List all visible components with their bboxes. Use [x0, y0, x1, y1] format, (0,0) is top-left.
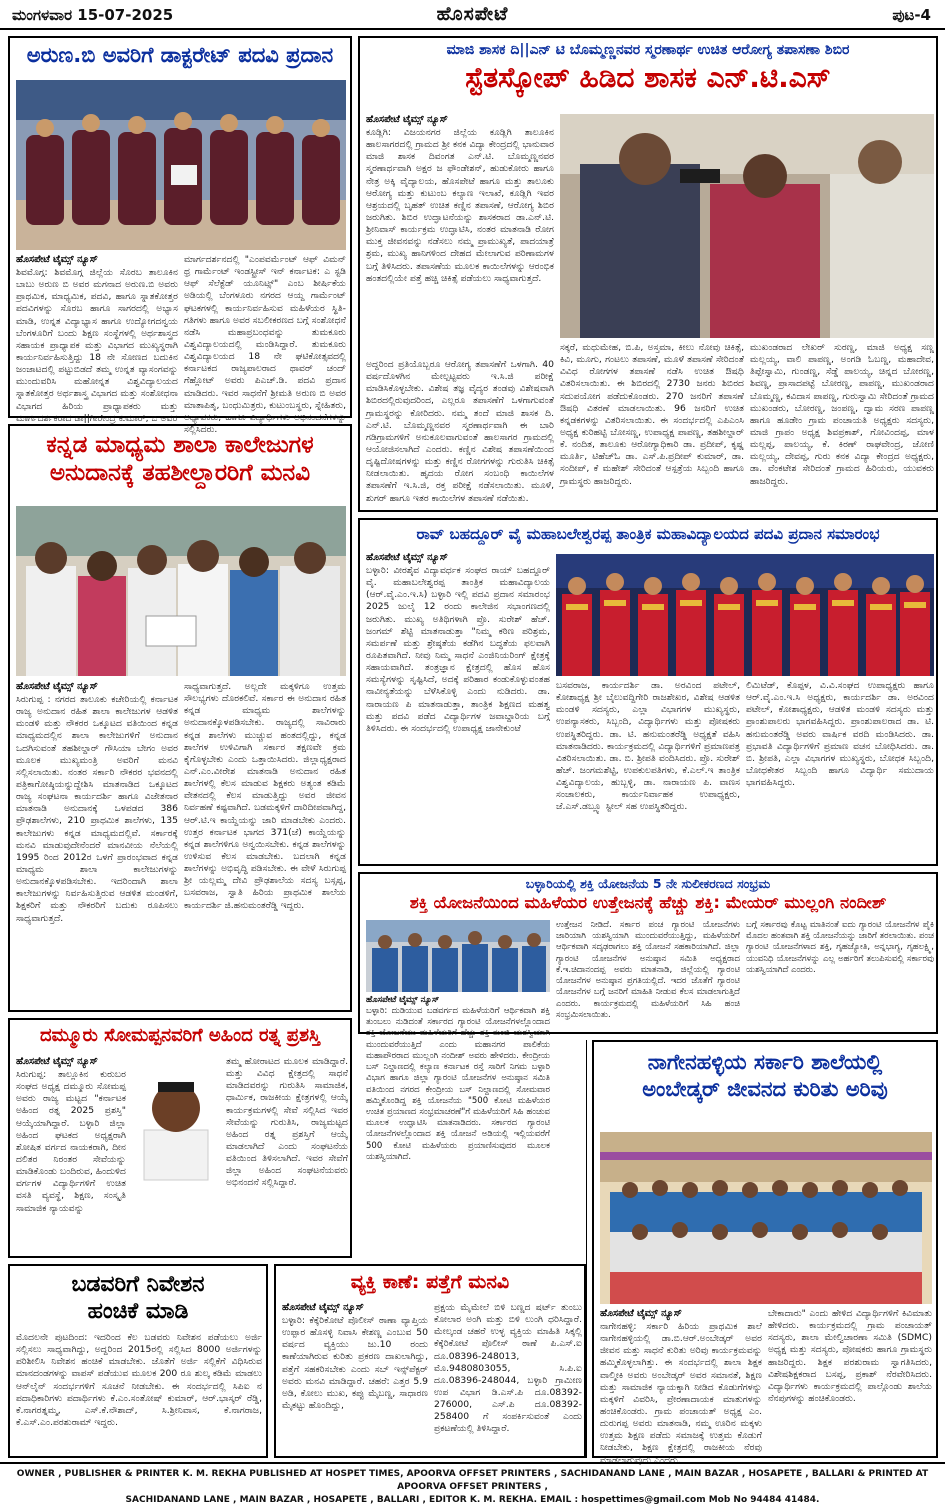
photo-shakti-event	[366, 920, 550, 992]
body-col-3: ಬಗ್ಗೆ ಸರ್ಕಾರವು ಕೊಟ್ಟ ಮಾತಿನಂತೆ ಐದು ಗ್ಯಾರಂಟಿ ಯೋಜನೆಗಳ ಪೈಕಿ ಮೊದಲ ಹಂತವಾಗಿ ಶಕ್ತಿ ಯೋಜನೆಯನ್ನು ಜಾರಿಗೆ ತರಲಾಯಿತು. ಪಂಚ ಗ್ಯಾರಂಟಿ ಯೋಜನೆಗಳಾದ ಶಕ್ತಿ, ಗೃಹಜ್ಯೋತಿ, ಅನ್ನಭಾಗ್ಯ, ಗೃಹಲಕ್ಷ್ಮಿ, ಯುವನಿಧಿ ಯೋಜನೆಗಳನ್ನು ಎಲ್ಲ ಅರ್ಹರಿಗೆ ತಲುಪಿಸುವಲ್ಲಿ ಸರ್ಕಾರವು ಯಶಸ್ವಿಯಾಗಿದೆ ಎಂದರು.	[746, 920, 934, 975]
body-col-3: ಲಿಮಿಟೆಡ್, ಕೊಪ್ಪಳ, ವಿ.ವಿ.ಸಂಘದ ಉಪಾಧ್ಯಕ್ಷರು ಹಾಗೂ ಆರ್.ವೈ.ಎಂ.ಇ.ಸಿ ಅಧ್ಯಕ್ಷರು, ಕಾರ್ಯದರ್ಶಿ ಡಾ. ಅರವಿಂದ ಪಟೇಲ್, ಕೋಶಾಧ್ಯಕ್ಷರು, ಆಡಳಿತ ಮಂಡಳಿ ಸದಸ್ಯರು ಮತ್ತು ಪ್ರಾಂಶುಪಾಲರು ಭಾಗವಹಿಸಿದ್ದರು. ಪ್ರಾಂಶುಪಾಲರಾದ ಡಾ. ಟಿ. ಹನುಮಂತರೆಡ್ಡಿ ಅವರು ವಾರ್ಷಿಕ ವರದಿ ಮಂಡಿಸಿದರು. ಡಾ. ಪ್ರಭಾವತಿ ವಿದ್ಯಾರ್ಥಿಗಳಿಗೆ ಪ್ರಮಾಣ ವಚನ ಬೋಧಿಸಿದರು. ಡಾ. ಬಿ. ಶ್ರೀಪತಿ, ಎಲ್ಲಾ ವಿಭಾಗಗಳ ಮುಖ್ಯಸ್ಥರು, ಬೋಧಕ ಸಿಬ್ಬಂದಿ, ಬೋಧಕೇತರ ಸಿಬ್ಬಂದಿ ಹಾಗೂ ವಿದ್ಯಾರ್ಥಿ ಸಮುದಾಯ ಭಾಗವಹಿಸಿದ್ದರು.	[746, 680, 934, 789]
byline: ಹೊಸಪೇಟೆ ಟೈಮ್ಸ್ ನ್ಯೂಸ್	[282, 1302, 364, 1313]
article-ahinda	[8, 1018, 352, 1258]
body-col-1: ನಾಗೇನಹಳ್ಳಿ: ಸರ್ಕಾರಿ ಹಿರಿಯ ಪ್ರಾಥಮಿಕ ಶಾಲೆ ನಾಗೇನಹಳ್ಳಿಯಲ್ಲಿ ಡಾ.ಬಿ.ಆರ್.ಅಂಬೇಡ್ಕರ್ ಅವರ ಜೀವನ ಮತ್ತು ಸಾಧನೆ ಕುರಿತು ಅರಿವು ಕಾರ್ಯಕ್ರಮವನ್ನು ಹಮ್ಮಿಕೊಳ್ಳಲಾಗಿತ್ತು. ಈ ಸಂದರ್ಭದಲ್ಲಿ ಶಾಲಾ ಶಿಕ್ಷಕ ವಾಲ್ಮೀಕಿ ಅವರು ಅಂಬೇಡ್ಕರ್ ಅವರ ಸಮಾನತೆ, ಶಿಕ್ಷಣ ಮತ್ತು ಸಾಮಾಜಿಕ ನ್ಯಾಯಕ್ಕಾಗಿ ನೀಡಿದ ಕೊಡುಗೆಗಳನ್ನು ಮಕ್ಕಳಿಗೆ ವಿವರಿಸಿ, ಪ್ರೇರಣಾದಾಯಕ ಮಾತುಗಳನ್ನು ಹಂಚಿಕೊಂಡರು. ಗ್ರಾಮ ಪಂಚಾಯತ್ ಅಧ್ಯಕ್ಷ ಎಂ. ದುರುಗಪ್ಪ ಅವರು ಮಾತನಾಡಿ, ನಮ್ಮ ಊರಿನ ಮಕ್ಕಳು ಉತ್ತಮ ಶಿಕ್ಷಣ ಪಡೆದು ಸಮಾಜಕ್ಕೆ ಉತ್ತಮ ಕೊಡುಗೆ ನೀಡಬೇಕು, ಶಿಕ್ಷಣ ಕ್ಷೇತ್ರದಲ್ಲಿ ರಾಜಕೀಯ ನೆರವು ಮಾಡಲಾಗುವುದು ಎಂದರು.	[600, 1321, 762, 1466]
article-kannada-schools	[8, 424, 352, 1012]
masthead: ಹೊಸಪೇಟೆ	[436, 3, 509, 25]
imprint-line-1: OWNER , PUBLISHER & PRINTER K. M. REKHA PUBLISHED AT HOSPET TIMES, APOORVA OFFSET PRINTERS , SACHIDANAND LANE , MAIN BAZAR , HOSAPETE , BALLARI & PRINTED AT APOORVA OFFSET PRINTERS ,	[16, 1469, 929, 1493]
photo-eye-check	[560, 114, 934, 338]
body-col-1-top: ಕೂಡ್ಲಿಗಿ: ವಿಜಯನಗರ ಜಿಲ್ಲೆಯ ಕೂಡ್ಲಿಗಿ ತಾಲೂಕಿನ ಹಾಲಸಾಗರದಲ್ಲಿ ಗ್ರಾಮದ ಶ್ರೀ ಕನಕ ವಿದ್ಯಾ ಕೇಂದ್ರದಲ್ಲಿ ಭಾನುವಾರ ಮಾಜಿ ಶಾಸಕ ದಿವಂಗತ ಎನ್.ಟಿ. ಬೊಮ್ಮಣ್ಣನವರ ಸ್ಮರಣಾರ್ಥವಾಗಿ ಅಕ್ಷರ ಜ ಫೌಂಡೇಶನ್, ಹುಡುಕೋರು ಹಾಗೂ ನೇತ್ರ ಅಕ್ಕಿ ವೈದ್ಯಾಲಯ, ಹೊಸಪೇಟೆ ಹಾಗೂ ಮತ್ತು ತಾಲೂಕು ಆರೋಗ್ಯ ಮತ್ತು ಕುಟುಂಬ ಕಲ್ಯಾಣ ಇಲಾಖೆ, ಕೂಡ್ಲಿಗಿ ಇವರ ಆಶ್ರಯದಲ್ಲಿ ಬೃಹತ್ ಉಚಿತ ಕಣ್ಣಿನ ತಪಾಸಣೆ, ಆರೋಗ್ಯ ಶಿಬಿರ ಜರುಗಿತು. ಶಿಬಿರ ಉದ್ಘಾಟನೆಯನ್ನು ಶಾಸಕರಾದ ಡಾ.ಎನ್.ಟಿ. ಶ್ರೀನಿವಾಸ್ ಕಾರ್ಯಕ್ರಮ ಉದ್ಘಾಟಿಸಿ, ನಂತರ ಮಾತನಾಡಿ ರೋಗ ಮುಕ್ತ ಜೀವನವನ್ನು ನಡೆಸಲು ನಮ್ಮ ಪ್ರಾಮುಖ್ಯತೆ, ಪಾದಯಾತ್ರೆ ಶ್ರಮ, ಮುಖ್ಯ ಹಾನಿಗಳಿಂದ ದೇಹದ ಮೇಲಾಗುವ ಪರಿಣಾಮಗಳ ಬಗ್ಗೆ ತಿಳಿಸಿದರು. ತಪಾಸಣೆಯ ಮೂಲಕ ಕಾಯಿಲೆಗಳನ್ನು ಆರಂಭಿಕ ಹಂತದಲ್ಲಿಯೇ ಪತ್ತೆ ಹಚ್ಚಿ ಚಿಕಿತ್ಸೆ ಪಡೆಯಲು ಸಾಧ್ಯವಾಗುತ್ತದೆ.	[366, 127, 554, 284]
byline: ಹೊಸಪೇಟೆ ಟೈಮ್ಸ್ ನ್ಯೂಸ್	[16, 254, 98, 265]
article-doctorate	[8, 36, 352, 435]
photo-graduation	[556, 554, 934, 676]
byline: ಹೊಸಪೇಟೆ ಟೈಮ್ಸ್ ನ್ಯೂಸ್	[16, 1056, 98, 1067]
photo-somappa	[132, 1060, 220, 1180]
photo-convocation	[16, 80, 346, 250]
headline-line-2: ಅನುದಾನಕ್ಕೆ ತಹಶೀಲ್ದಾರರಿಗೆ ಮನವಿ	[49, 460, 311, 487]
body-col-1: ಶಿವಮೊಗ್ಗ: ಶಿವಮೊಗ್ಗ ಜಿಲ್ಲೆಯ ಸೊರಬ ತಾಲೂಕಿನ ಬಾಬು ಅರುಣ ಬಿ ಅವರ ಮಗನಾದ ಅರುಣ.ಬಿ ಅವರು ಪ್ರಾಥಮಿಕ, ಮಾಧ್ಯಮಿಕ, ಪದವಿ, ಹಾಗೂ ಸ್ನಾತಕೋತ್ತರ ಪದವಿಗಳನ್ನು ಸೊರಬ ಹಾಗೂ ಸಾಗರದಲ್ಲಿ ಅಭ್ಯಾಸ ಮಾಡಿ, ಉನ್ನತ ವಿದ್ಯಾಭ್ಯಾಸ ಹಾಗೂ ಉದ್ಯೋಗದನ್ವಯ ಬೆಂಗಳೂರಿಗೆ ಬಂದು ಶಿಕ್ಷಣ ಸಂಸ್ಥೆಗಳಲ್ಲಿ ಅರ್ಥಶಾಸ್ತ್ರದ ಸಹಾಯಕ ಪ್ರಾಧ್ಯಾಪಕ ಮತ್ತು ವಿಭಾಗದ ಮುಖ್ಯಸ್ಥರಾಗಿ ಕಾರ್ಯನಿರ್ವಹಿಸುತ್ತಿದ್ದು 18 ನೇ ಸೋಣದ ಬದುಕಿನ ಜಂಜಾಟದಲ್ಲಿ ಪಟ್ಟುಬಿಡದೆ ತಮ್ಮ ಉನ್ನತ ವ್ಯಾಸಂಗವನ್ನು ಮುಂದುವರಿಸಿ ಮಹೋನ್ನತ ವಿಶ್ವವಿದ್ಯಾಲಯದ ಸ್ನಾತಕೋತ್ತರ ಅರ್ಥಶಾಸ್ತ್ರ ವಿಭಾಗದ ಮತ್ತು ಸಂಶೋಧನಾ ವಿಭಾಗದ ಹಿರಿಯ ಪ್ರಾಧ್ಯಾಪಕರು ಮತ್ತು ಮಾರ್ಗದರ್ಶಕರಾದ ಡಾ||ಗೀರೇಂದ್ರ ಕುಮಾರ್, ಬಿ ಅವರ	[16, 267, 178, 424]
imprint-footer	[0, 1462, 945, 1504]
body-col-1: ಬಳ್ಳಾರಿ: ದುಡಿಯುವ ಬಡವರ್ಗದ ಮಹಿಳೆಯರಿಗೆ ಆರ್ಥಿಕವಾಗಿ ಶಕ್ತಿ ತುಂಬಲು ನುಡಿದಂತೆ ಸರ್ಕಾರದ ಗ್ಯಾರಂಟಿ ಯೋಜನೆಗಳಲ್ಲೊಂದಾದ ಶಕ್ತಿ ಯೋಜನೆಯು ಮಹಿಳೆಯರಿಗೆ ಹೆಚ್ಚು ಶಕ್ತಿ ತುಂಬಿ ಯಶಸ್ವಿಯಾಗಿ ಮುಂದುವರೆಯುತ್ತಿದೆ ಎಂದು ಮಹಾನಗರ ಪಾಲಿಕೆಯ ಮಹಾಪೌರರಾದ ಮುಲ್ಲಂಗಿ ನಂದೀಶ್ ಅವರು ಹೇಳಿದರು. ಕೇಂದ್ರೀಯ ಬಸ್ ನಿಲ್ದಾಣದಲ್ಲಿ ಕಲ್ಯಾಣ ಕರ್ನಾಟಕ ರಸ್ತೆ ಸಾರಿಗೆ ನಿಗಮ ಬಳ್ಳಾರಿ ವಿಭಾಗ ಹಾಗೂ ಜಿಲ್ಲಾ ಗ್ಯಾರಂಟಿ ಯೋಜನೆಗಳ ಅನುಷ್ಠಾನ ಸಮಿತಿ ವತಿಯಿಂದ ನಗರದ ಕೇಂದ್ರೀಯ ಬಸ್ ನಿಲ್ದಾಣದಲ್ಲಿ ಸೋಮವಾರ ಹಮ್ಮಿಕೊಂಡಿದ್ದ ಶಕ್ತಿ ಯೋಜನೆಯ "500 ಕೋಟಿ ಮಹಿಳೆಯರ ಉಚಿತ ಪ್ರಯಾಣದ ಸಂಭ್ರಮಾಚರಣೆ"ಗೆ ಮಹಿಳೆಯರಿಗೆ ಸಿಹಿ ಹಂಚುವ ಮೂಲಕ ಉದ್ಘಾಟಿಸಿ ಮಾತನಾಡಿದರು. ಸರ್ಕಾರದ ಗ್ಯಾರಂಟಿ ಯೋಜನೆಗಳಲ್ಲೊಂದಾದ ಶಕ್ತಿ ಯೋಜನೆ ಅಡಿಯಲ್ಲಿ ಇಲ್ಲಿಯವರೆಗೆ 500 ಕೋಟಿ ಮಹಿಳೆಯರು ಪ್ರಯಾಣಿಸುವುದರ ಮೂಲಕ ಯಶಸ್ವಿಯಾಗಿದೆ.	[366, 1006, 550, 1162]
headline: ದಮ್ಮೂರು ಸೋಮಪ್ಪನವರಿಗೆ ಅಹಿಂದ ರತ್ನ ಪ್ರಶಸ್ತಿ	[39, 1025, 321, 1046]
headline-line-2: ಹಂಚಿಕೆ ಮಾಡಿ	[87, 1299, 189, 1325]
body-col-2: ಬೇಕಾದಾರು" ಎಂದು ಹೇಳಿದ ವಿದ್ಯಾರ್ಥಿಗಳಿಗೆ ಕಿವಿಮಾತು ಹೇಳಿದರು. ಕಾರ್ಯಕ್ರಮದಲ್ಲಿ ಗ್ರಾಮ ಪಂಚಾಯತ್ ಸದಸ್ಯರು, ಶಾಲಾ ಮೇಲ್ವಿಚಾರಣಾ ಸಮಿತಿ (SDMC) ಅಧ್ಯಕ್ಷ ಮತ್ತು ಸದಸ್ಯರು, ಪೋಷಕರು ಹಾಗೂ ಗ್ರಾಮಸ್ಥರು ಹಾಜರಿದ್ದರು. ಶಿಕ್ಷಕ ಪರಶುರಾಮ ಸ್ವಾಗತಿಸಿದರು, ವಿಶೇಷಶಿಕ್ಷಕರಾದ ಬಸಪ್ಪ, ಪ್ರಕಾಶ್ ನೆರವೇರಿಸಿದರು. ವಿದ್ಯಾರ್ಥಿಗಳು ಕಾರ್ಯಕ್ರಮದಲ್ಲಿ ಪಾಲ್ಗೊಂಡು ಶಾಲೆಯ ನೆನಪುಗಳನ್ನು ಹಂಚಿಕೊಂಡರು.	[768, 1308, 932, 1404]
kicker: ಬಳ್ಳಾರಿಯಲ್ಲಿ ಶಕ್ತಿ ಯೋಜನೆಯ 5 ನೇ ಸುಲೀಕರಣದ ಸಂಭ್ರಮ	[525, 876, 771, 891]
headline-line-2: ಅಂಬೇಡ್ಕರ್ ಜೀವನದ ಕುರಿತು ಅರಿವು	[642, 1077, 888, 1102]
body-col-2: ಸಾಧ್ಯವಾಗುತ್ತದೆ. ಅಲ್ಲದೇ ಮಕ್ಕಳಿಗೂ ಉತ್ತಮ ಸೌಲಭ್ಯಗಳು ದೊರಕಲಿವೆ. ಸರ್ಕಾರ ಈ ಅನುದಾನ ರಹಿತ ಕನ್ನಡ ಮಾಧ್ಯಮ ಶಾಲೆಗಳನ್ನು ಅನುದಾನಕ್ಕೊಳಪಡಿಸಬೇಕು. ರಾಜ್ಯದಲ್ಲಿ ಸಾವಿರಾರು ಕನ್ನಡ ಶಾಲೆಗಳು ಮುಚ್ಚುವ ಹಂತದಲ್ಲಿದ್ದು, ಕನ್ನಡ ಶಾಲೆಗಳ ಉಳಿವಿಗಾಗಿ ಸರ್ಕಾರ ತಕ್ಷಣವೇ ಕ್ರಮ ಕೈಗೊಳ್ಳಬೇಕು ಎಂದು ಒತ್ತಾಯಿಸಿದರು. ಜಿಲ್ಲಾಧ್ಯಕ್ಷರಾದ ಎನ್.ಎಂ.ವೀರೇಶ ಮಾತನಾಡಿ ಅನುದಾನ ರಹಿತ ಶಾಲೆಗಳಲ್ಲಿ ಕೆಲಸ ಮಾಡುವ ಶಿಕ್ಷಕರು ಅತ್ಯಂತ ಕಡಿಮೆ ವೇತನದಲ್ಲಿ ಕೆಲಸ ಮಾಡುತ್ತಿದ್ದು ಅವರ ಜೀವನ ನಿರ್ವಹಣೆ ಕಷ್ಟವಾಗಿದೆ. ಬಡಮಕ್ಕಳಿಗೆ ದಾರಿದೀಪವಾಗಿದ್ದ, ಆರ್.ಟಿ.ಇ ಕಾಯ್ದೆಯನ್ನು ಜಾರಿ ಮಾಡಬೇಕು ಎಂದರು. ಉತ್ತರ ಕರ್ನಾಟಕ ಭಾಗದ 371(ಜೆ) ಕಾಯ್ದೆಯನ್ನು ಕನ್ನಡ ಶಾಲೆಗಳಿಗೂ ಅನ್ವಯಿಸಬೇಕು. ಕನ್ನಡ ಶಾಲೆಗಳನ್ನು ಉಳಿಸುವ ಕೆಲಸ ಮಾಡಬೇಕು. ಬದಲಾಗಿ ಕನ್ನಡ ಶಾಲೆಗಳನ್ನು ಅಭಿವೃದ್ಧಿ ಪಡಿಸಬೇಕು. ಈ ವೇಳೆ ಸಿರುಗುಪ್ಪ ಶ್ರೀ ಯಲ್ಲಮ್ಮ ದೇವಿ ಪ್ರೌಢಶಾಲೆಯ ಸದಸ್ಯ ಬಸ್ಸಪ್ಪ, ಬಸವರಾಜ, ಸ್ವಾತಿ ಹಿರಿಯ ಪ್ರಾಥಮಿಕ ಶಾಲೆಯ ಕಾರ್ಯದರ್ಶಿ ಜಿ.ಹನುಮಂತರೆಡ್ಡಿ ಇದ್ದರು.	[184, 681, 346, 911]
column-divider	[586, 1040, 587, 1458]
body-col-2: ಉತ್ತೇಜನ ನೀಡಿದೆ. ಸರ್ಕಾರ ಪಂಚ ಗ್ಯಾರಂಟಿ ಯೋಜನೆಗಳು ಜಾರಿಯಾಗಿ ಯಶಸ್ವಿಯಾಗಿ ಮುಂದುವರೆಯುತ್ತಿದ್ದು, ಮಹಿಳೆಯರಿಗೆ ಆರ್ಥಿಕವಾಗಿ ಸದೃಢರಾಗಲು ಶಕ್ತಿ ಯೋಜನೆ ಸಹಕಾರಿಯಾಗಿದೆ. ಜಿಲ್ಲಾ ಗ್ಯಾರಂಟಿ ಯೋಜನೆಗಳ ಅನುಷ್ಠಾನ ಸಮಿತಿ ಅಧ್ಯಕ್ಷರಾದ ಕೆ.ಇ.ಚಿದಾನಂದಪ್ಪ ಅವರು ಮಾತನಾಡಿ, ಜಿಲ್ಲೆಯಲ್ಲಿ ಗ್ಯಾರಂಟಿ ಯೋಜನೆಗಳ ಅನುಷ್ಠಾನ ಪ್ರಗತಿಯಲ್ಲಿದೆ. ಇದರ ಜೊತೆಗೆ ಗ್ಯಾರಂಟಿ ಯೋಜನೆಗಳ ಬಗ್ಗೆ ಜನರಿಗೆ ಮಾಹಿತಿ ನೀಡುವ ಕೆಲಸ ಮಾಡಲಾಗುತ್ತಿದೆ ಎಂದರು. ಕಾರ್ಯಕ್ರಮದಲ್ಲಿ ಮಹಿಳೆಯರಿಗೆ ಸಿಹಿ ಹಂಚಿ ಸಂಭ್ರಮಿಸಲಾಯಿತು.	[556, 920, 740, 1020]
issue-date: ಮಂಗಳವಾರ 15-07-2025	[12, 6, 174, 24]
headline-line-1: ಬಡವರಿಗೆ ನಿವೇಶನ	[71, 1272, 205, 1297]
body-col-2: ಮಾರ್ಗದರ್ಶನದಲ್ಲಿ "ಎಂಪವರ್ಮೆಂಟ್ ಆಫ್ ವಿಮನ್ ಥ್ರ ಗಾರ್ಮೆಂಟ್ ಇಂಡಸ್ಟ್ರೀಸ್ ಇನ್ ಕರ್ನಾಟಕ: ಎ ಸ್ಟಡಿ ಆಫ್ ಸೆಲೆಕ್ಟೆಡ್ ಯೂನಿಟ್ಸ್" ಎಂಬ ಶೀರ್ಷಿಕೆಯ ಅಡಿಯಲ್ಲಿ ಬೆಂಗಳೂರು ನಗರದ ಆಯ್ದ ಗಾರ್ಮೆಂಟ್ ಘಟಕಗಳಲ್ಲಿ ಕಾರ್ಯನಿರ್ವಹಿಸುವ ಮಹಿಳೆಯರ ಸ್ಥಿತಿ-ಗತಿಗಳು ಹಾಗೂ ಅವರ ಸಬಲೀಕರಣದ ಬಗ್ಗೆ ಸಂಶೋಧನೆ ನಡೆಸಿ ಮಹಾಪ್ರಬಂಧವನ್ನು ತುಮಕೂರು ವಿಶ್ವವಿದ್ಯಾಲಯದಲ್ಲಿ ಮಂಡಿಸಿದ್ದಾರೆ. ತುಮಕೂರು ವಿಶ್ವವಿದ್ಯಾಲಯದ 18 ನೇ ಘಟಿಕೋತ್ಸವದಲ್ಲಿ ಕರ್ನಾಟಕದ ರಾಜ್ಯಪಾಲರಾದ ಥಾವರ್ ಚಂದ್ ಗೆಹ್ಲೋಟ್ ಅವರು ಪಿಎಚ್.ಡಿ. ಪದವಿ ಪ್ರದಾನ ಮಾಡಿದರು. ಇವರ ಸಾಧನೆಗೆ ಶ್ರೀಮತಿ ಅರುಣ ಬಿ ಅವರ ಮಾತಾಪಿತೃ, ಬಂಧುಮಿತ್ರರು, ಕುಟುಂಬಸ್ಥರು, ಸ್ನೇಹಿತರು, ಅಧ್ಯಾಪಕರು, ಹಾಗೂ ವಿದ್ಯಾರ್ಥಿಗಳು ಅಭಿನಂದನೆಗಳನ್ನು ಸಲ್ಲಿಸಿದರು.	[184, 254, 346, 435]
page-header	[0, 0, 945, 30]
body-col-1-bottom: ಅದ್ದರಿಂದ ಪ್ರತಿಯೊಬ್ಬರೂ ಆರೋಗ್ಯ ತಪಾಸಣೆಗೆ ಒಳಗಾಗಿ. 40 ವರ್ಷದೊಳಗಿನ ಮೇಲ್ಪಟ್ಟವರು ಇ.ಸಿ.ಜಿ ಪರೀಕ್ಷೆ ಮಾಡಿಸಿಕೊಳ್ಳಬೇಕು. ವಿಶೇಷ ತಜ್ಞ ವೈದ್ಯರ ತಂಡವು ವಿಶೇಷವಾಗಿ ಶಿಬಿರದಲ್ಲಿರುವುದರಿಂದ, ಎಲ್ಲರೂ ತಪಾಸಣೆಗೆ ಒಳಗಾಗುವಂತೆ ಗ್ರಾಮಸ್ಥರನ್ನು ಕೋರಿದರು. ನಮ್ಮ ತಂದೆ ಮಾಜಿ ಶಾಸಕ ದಿ. ಎನ್.ಟಿ. ಬೊಮ್ಮಣ್ಣನವರ ಸ್ಮರಣಾರ್ಥವಾಗಿ ಈ ಬಾರಿ ಗಡಿಗ್ರಾಮಗಳಿಗೆ ಅನುಕೂಲವಾಗುವಂತೆ ಹಾಲಸಾಗರ ಗ್ರಾಮದಲ್ಲಿ ಆಯೋಜಿಸಲಾಗಿದೆ ಎಂದರು. ಕಣ್ಣಿನ ವಿಶೇಷ ತಪಾಸಣೆಯಿಂದ ದೃಷ್ಟಿದೋಷಗಳನ್ನು ಮತ್ತು ಕಣ್ಣಿನ ರೋಗಗಳನ್ನು ಗುರುತಿಸಿ ಚಿಕಿತ್ಸೆ ನೀಡಲಾಯಿತು. ಹೃದಯ ರೋಗ ಸಂಬಂಧಿ ಕಾಯಿಲೆಗಳ ತಪಾಸಣೆಗೆ ಇ.ಸಿ.ಜಿ, ರಕ್ತ ಪರೀಕ್ಷೆ ನಡೆಸಲಾಯಿತು. ಮೂಳೆ, ಶುಗರ್ ಹಾಗೂ ಇತರ ಕಾಯಿಲೆಗಳ ತಪಾಸಣೆ ನಡೆಯಿತು.	[366, 359, 554, 504]
byline: ಹೊಸಪೇಟೆ ಟೈಮ್ಸ್ ನ್ಯೂಸ್	[366, 995, 440, 1005]
article-health-camp	[358, 36, 938, 512]
body-col-3: ಮುಖಂಡರಾದ ಲೇಖರ್ ಸುರಣ್ಣ, ಮಾಜಿ ಅಧ್ಯಕ್ಷ ಸಣ್ಣ ಮಲ್ಲಯ್ಯ, ವಾಲಿ ಪಾಪಣ್ಣ, ಅಂಗಡಿ ಓಬಣ್ಣ, ಮಹಾದೇವ, ತಿಪ್ಪೇಸ್ವಾಮಿ, ಗುಂಡಣ್ಣ, ಸೆಡ್ಡೆ ಪಾಲಯ್ಯ, ಚಿನ್ನದ ಬೋರಣ್ಣ, ಶಿವಣ್ಣ, ಪ್ರಾಸಾದಪಟ್ಟೆ ಬೋರಣ್ಣ, ಪಾಪಣ್ಣ, ಮುಖಂಡರಾದ ಬೊಮ್ಮಣ್ಣ, ಕವಿದಾಸ ಪಾಪಣ್ಣ, ಗುರುಸ್ವಾಮಿ ಸೇರಿದಂತೆ ಗ್ರಾಮದ ಮುಖಂಡರು, ಬೋರಣ್ಣ, ಜಂಪಣ್ಣ, ದ್ವಾಮ ಸರಣ ಪಾಪಣ್ಣ ಹಾಗೂ ಹೂಡೇಂ ಗ್ರಾಮ ಪಂಚಾಯತಿ ಅಧ್ಯಕ್ಷರು ಸದಸ್ಯರು, ಮಾಜಿ ಗ್ರಾಪಂ ಅಧ್ಯಕ್ಷ ಶಿವಪ್ರಕಾಶ್, ಗೋವಿಂದಪ್ಪ, ಮಾಳ ಮಲ್ಲಪ್ಪ, ಪಾಲಯ್ಯ, ಕೆ. ಕಿರಣ್ ರಾಘವೇಂದ್ರ, ಜೋಣಿ ಮಲ್ಲಯ್ಯ, ದೇವಪ್ಪ, ಗುರು ಕನಕ ವಿದ್ಯಾ ಕೇಂದ್ರದ ಅಧ್ಯಕ್ಷರು, ಡಾ. ವೆಂಕಟೇಶ ಸೇರಿದಂತೆ ಗ್ರಾಮದ ಹಿರಿಯರು, ಯುವಕರು ಹಾಜರಿದ್ದರು.	[750, 342, 934, 487]
body-col-2: ಪ್ರಕ್ಷಯ ಮೈಮೇಲೆ ಬಿಳಿ ಬಣ್ಣದ ಷರ್ಟ್ ತುಂಬು ಕೋಲಾರ ಅಂಗಿ ಮತ್ತು ಬಿಳಿ ಲುಂಗಿ ಧರಿಸಿದ್ದಾರೆ. ಮೇಲ್ಕಂಡ ಚಹರೆ ಉಳ್ಳ ವ್ಯಕ್ತಿಯ ಮಾಹಿತಿ ಸಿಕ್ಕಲ್ಲಿ ಕೆಕ್ಕೆರಿಕೋಟೆ ಪೊಲೀಸ್ ಠಾಣೆ ಪಿ.ಎಸ್.ಐ ದೂ.08396-248013, ಮೊ.9480803055, ಸಿ.ಪಿ.ಐ ದೂ.08396-248044, ಬಳ್ಳಾರಿ ಗ್ರಾಮೀಣ ಉಪ ವಿಭಾಗ ಡಿ.ಎಸ್.ಪಿ ದೂ.08392-276000, ಎಸ್.ಪಿ ದೂ.08392-258400 ಗೆ ಸಂಪರ್ಕಿಸುವಂತೆ ಎಂದು ಪ್ರಕಟಣೆಯಲ್ಲಿ ತಿಳಿಸಿದ್ದಾರೆ.	[434, 1302, 582, 1435]
photo-school-group	[600, 1132, 932, 1304]
body-col-2: ಸಕ್ಕರೆ, ಮಧುಮೇಹ, ಬಿ.ಪಿ, ಅಸ್ತಮಾ, ಕೀಲು ನೋವು ಚಿಕಿತ್ಸೆ, ಕಿವಿ, ಮೂಗು, ಗಂಟಲು ತಪಾಸಣೆ, ಮೂಳೆ ತಪಾಸಣೆ ಸೇರಿದಂತೆ ವಿವಿಧ ರೋಗಗಳ ತಪಾಸಣೆ ನಡೆಸಿ ಉಚಿತ ಔಷಧಿ ವಿತರಿಸಲಾಯಿತು. ಈ ಶಿಬಿರದಲ್ಲಿ 2730 ಜನರು ಶಿಬಿರದ ಸದುಪಯೋಗ ಪಡೆದುಕೊಂಡರು. 270 ಜನರಿಗೆ ತಪಾಸಣೆ ಔಷಧಿ ವಿತರಣೆ ಮಾಡಲಾಯಿತು. 96 ಜನರಿಗೆ ಉಚಿತ ಕನ್ನಡಕಗಳನ್ನು ವಿತರಿಸಲಾಯಿತು. ಈ ಸಂದರ್ಭದಲ್ಲಿ ಎಪಿಎಂಸಿ ಅಧ್ಯಕ್ಷ ಕುರಿಹಟ್ಟಿ ಬೋಸಣ್ಣ, ಉಪಾಧ್ಯಕ್ಷ ಪಾಪಣ್ಣ, ತಹಶೀಲ್ದಾರ್ ಕೆ. ನಂದಿತ, ತಾಲೂಕು ಆರೋಗ್ಯಾಧಿಕಾರಿ ಡಾ. ಪ್ರದೀಪ್, ಕೃಷ್ಣ ಮೂರ್ತಿ, ಟಿಹೆಚ್‌ಓ ಡಾ. ಎಸ್.ಪಿ.ಪ್ರದೀಪ್ ಕುಮಾರ್, ಡಾ. ಸಂದೀಪ್, ಕೆ ಮಹೇಶ್ ಸೇರಿದಂತೆ ಆಸ್ಪತ್ರೆಯ ಸಿಬ್ಬಂದಿ ಹಾಗೂ ಗ್ರಾಮಸ್ಥರು ಹಾಜರಿದ್ದರು.	[560, 342, 744, 487]
body-col-1: ಸಿರುಗುಪ್ಪ : ನಗರದ ತಾಲೂಕು ಕಚೇರಿಯಲ್ಲಿ ಕರ್ನಾಟಕ ರಾಜ್ಯ ಅನುದಾನ ರಹಿತ ಶಾಲಾ ಕಾಲೇಜುಗಳ ಆಡಳಿತ ಮಂಡಳಿ ಮತ್ತು ನೌಕರರ ಒಕ್ಕೂಟದ ವತಿಯಿಂದ ಕನ್ನಡ ಮಾಧ್ಯಮದಲ್ಲಿನ ಶಾಲಾ ಕಾಲೇಜುಗಳಿಗೆ ಅನುದಾನ ಒದಗಿಸುವಂತೆ ತಹಶೀಲ್ದಾರ್ ಗೌಸಿಯಾ ಬೇಗಂ ಅವರ ಮೂಲಕ ಮುಖ್ಯಮಂತ್ರಿ ಅವರಿಗೆ ಮನವಿ ಸಲ್ಲಿಸಲಾಯಿತು. ನಂತರ ಸರ್ಕಾರಿ ನೌಕರರ ಭವನದಲ್ಲಿ ಪತ್ರಿಕಾಗೋಷ್ಠಿಯನ್ನುದ್ದೇಶಿಸಿ ಮಾತನಾಡಿದ ಒಕ್ಕೂಟದ ರಾಜ್ಯ ಸಂಘಟನಾ ಕಾರ್ಯದರ್ಶಿ ಹಾಗೂ ವಿಜೇತನಾರ ಮಾತನಾಡಿ ಅನುದಾನಕ್ಕೆ ಒಳಪಡದ 386 ಪ್ರೌಢಶಾಲೆಗಳು, 210 ಪ್ರಾಥಮಿಕ ಶಾಲೆಗಳು, 135 ಕಾಲೇಜುಗಳು ಕನ್ನಡ ಮಾಧ್ಯಮದಲ್ಲಿವೆ. ಸರ್ಕಾರಕ್ಕೆ ಮನವಿ ಮಾಡುವುದೇನೆಂದರೆ ಮಾನವೀಯ ನೆಲೆಯಲ್ಲಿ 1995 ರಿಂದ 2012ರ ಒಳಗೆ ಪ್ರಾರಂಭವಾದ ಕನ್ನಡ ಮಾಧ್ಯಮ ಶಾಲಾ ಕಾಲೇಜುಗಳನ್ನು ಅನುದಾನಕ್ಕೊಳಪಡಿಸಬೇಕು. ಇದರಿಂದಾಗಿ ಶಾಲಾ ಕಾಲೇಜುಗಳನ್ನು ನಿರ್ವಹಿಸುತ್ತಿರುವ ಆಡಳಿತ ಮಂಡಳಿಗೆ, ಶಿಕ್ಷಕರಿಗೆ ಮತ್ತು ನೌಕರರಿಗೆ ಬದುಕು ರೂಪಿಸಲು ಸಾಧ್ಯವಾಗುತ್ತದೆ.	[16, 694, 178, 924]
body-col-1: ಸಿರುಗುಪ್ಪ: ತಾಲ್ಲೂಕಿನ ಕುರುಬರ ಸಂಘದ ಅಧ್ಯಕ್ಷ ದಮ್ಮೂರು ಸೋಮಪ್ಪ ಅವರು ರಾಜ್ಯ ಮಟ್ಟದ "ಕರ್ನಾಟಕ ಅಹಿಂದ ರತ್ನ 2025 ಪ್ರಶಸ್ತಿ" ಆಯ್ಕೆಯಾಗಿದ್ದಾರೆ. ಬಳ್ಳಾರಿ ಜಿಲ್ಲಾ ಅಹಿಂದ ಘಟಕದ ಅಧ್ಯಕ್ಷರಾಗಿ ಶೋಷಿತ ವರ್ಗದ ನಾಯಕರಾಗಿ, ದೀನ ದಲಿತರ ನಿರಂತರ ಸೇವೆಯನ್ನು ಮಾಡಿಕೊಂಡು ಬಂದಿರುವ, ಹಿಂದುಳಿದ ವರ್ಗಗಳ ವಿದ್ಯಾರ್ಥಿಗಳಿಗೆ ಉಚಿತ ವಸತಿ ವ್ಯವಸ್ಥೆ, ಶಿಕ್ಷಣ, ಸಂಸ್ಕೃತಿ ಸಾಮಾಜಿಕ ನ್ಯಾಯವನ್ನು	[16, 1069, 126, 1214]
article-polytechnic	[358, 518, 938, 866]
article-missing	[274, 1264, 586, 1458]
byline: ಹೊಸಪೇಟೆ ಟೈಮ್ಸ್ ನ್ಯೂಸ್	[16, 681, 98, 692]
byline: ಹೊಸಪೇಟೆ ಟೈಮ್ಸ್ ನ್ಯೂಸ್	[366, 552, 448, 563]
headline: ಸ್ಟೆತಸ್ಕೋಪ್ ಹಿಡಿದ ಶಾಸಕ ಎನ್.ಟಿ.ಎಸ್	[465, 61, 831, 95]
headline: ಅರುಣ.ಬಿ ಅವರಿಗೆ ಡಾಕ್ಟರೇಟ್ ಪದವಿ ಪ್ರದಾನ	[26, 43, 334, 67]
photo-memorandum	[16, 506, 346, 676]
byline: ಹೊಸಪೇಟೆ ಟೈಮ್ಸ್ ನ್ಯೂಸ್	[600, 1308, 682, 1319]
byline: ಹೊಸಪೇಟೆ ಟೈಮ್ಸ್ ನ್ಯೂಸ್	[366, 114, 448, 125]
body-col-1: ಮೊದಲನೇ ಪುಟದಿಂದ: ಇದರಿಂದ ಕೆಲ ಬಡವರು ನಿವೇಶನ ಪಡೆಯಲು ಅರ್ಜಿ ಸಲ್ಲಿಸಲು ಸಾಧ್ಯವಾಗಿದ್ದು, ಅದ್ದರಿಂದ 2015ರಲ್ಲಿ ಸಲ್ಲಿಸಿದ 8000 ಅರ್ಜಿಗಳನ್ನು ಪರಿಶೀಲಿಸಿ ನಿವೇಶನ ಹಂಚಿಕೆ ಮಾಡಬೇಕು. ಜೊತೆಗೆ ಅರ್ಜಿ ಸಲ್ಲಿಕೆಗೆ ವಿಧಿಸಿರುವ ಮಾನದಂಡಗಳನ್ನು ವಾಪಸ್ ಪಡೆಯುವ ಮೂಲಕ 200 ರೂ ಶುಲ್ಕ ಕಡಿಮೆ ಮಾಡಲು ಆನ್‌ಲೈನ್ ಸಂದರ್ಭಗಳಿಗೆ ಸೂಚನೆ ನೀಡಬೇಕು. ಈ ಸಂದರ್ಭದಲ್ಲಿ ಸಿಪಿಐ ನ ಪದಾಧಿಕಾರಿಗಳು ಪದಾರ್ಥಿಗಳು ಕೆ.ಎಂ.ಸಂತೋಷ್ ಕುಮಾರ್, ಆರ್.ಭಾಸ್ಕರ್ ರೆಡ್ಡಿ, ಕೆ.ನಾಗರತ್ನಮ್ಮ, ಎಸ್.ಕೆ.ನೌಶಾದ್, ಸಿ.ಶ್ರೀನಿವಾಸ, ಕೆ.ನಾಗರಾಜ, ಕೆ.ಎಸ್.ಎಂ.ಪರಶುರಾಮ್ ಇದ್ದರು.	[16, 1332, 262, 1428]
headline-line-1: ನಾಗೇನಹಳ್ಳಿಯ ಸರ್ಕಾರಿ ಶಾಲೆಯಲ್ಲಿ	[647, 1050, 883, 1074]
headline: ವ್ಯಕ್ತಿ ಕಾಣೆ: ಪತ್ತೆಗೆ ಮನವಿ	[350, 1271, 510, 1293]
article-housing	[8, 1264, 268, 1458]
headline: ಶಕ್ತಿ ಯೋಜನೆಯಿಂದ ಮಹಿಳೆಯರ ಉತ್ತೇಜನಕ್ಕೆ ಹೆಚ್ಚು ಶಕ್ತಿ: ಮೇಯರ್ ಮುಲ್ಲಂಗಿ ನಂದೀಶ್	[409, 893, 887, 913]
headline-line-1: ಕನ್ನಡ ಮಾಧ್ಯಮ ಶಾಲಾ ಕಾಲೇಜುಗಳ	[46, 432, 314, 458]
imprint-line-2: SACHIDANAND LANE , MAIN BAZAR , HOSAPETE , BALLARI , EDITOR K. M. REKHA. EMAIL : hospettimes@gmail.com Mob No 94484 41484.	[125, 1495, 820, 1506]
body-col-2: ಬಸವರಾಜ, ಕಾರ್ಯದರ್ಶಿ ಡಾ. ಅರವಿಂದ ಪಟೇಲ್, ಕೋಶಾಧ್ಯಕ್ಷ ಶ್ರೀ ಬೈಲುವದ್ದಿಗೇರಿ ರಾಜಶೇಖರ, ವಿಶೇಷ ಆಡಳಿತ ಮಂಡಳಿ ಸದಸ್ಯರು, ಎಲ್ಲಾ ವಿಭಾಗಗಳ ಮುಖ್ಯಸ್ಥರು, ಉಪನ್ಯಾಸಕರು, ಸಿಬ್ಬಂದಿ, ವಿದ್ಯಾರ್ಥಿಗಳು ಮತ್ತು ಪೋಷಕರು ಉಪಸ್ಥಿತರಿದ್ದರು. ಡಾ. ಟಿ. ಹನುಮಂತರೆಡ್ಡಿ ಅಧ್ಯಕ್ಷತೆ ವಹಿಸಿ ಮಾತನಾಡಿದರು. ಕಾರ್ಯಕ್ರಮದಲ್ಲಿ ವಿದ್ಯಾರ್ಥಿಗಳಿಗೆ ಪ್ರಮಾಣಪತ್ರ ವಿತರಿಸಲಾಯಿತು. ಡಾ. ಬಿ. ಶ್ರೀಪತಿ ವಂದಿಸಿದರು. ಪ್ರೊ. ಸುರೇಶ್ ಹೆಚ್. ಜಂಗಮಶೆಟ್ಟಿ, ಉಪಕುಲಪತಿಗಳು, ಕೆ.ಎಲ್.ಇ ತಾಂತ್ರಿಕ ವಿಶ್ವವಿದ್ಯಾಲಯ, ಹುಬ್ಬಳ್ಳಿ, ಡಾ. ನಾರಾಯಣ ಪಿ. ವಾಣಸ ಸಂಚಾಲಕರು, ಕಾರ್ಯನಿರ್ವಾಹಕ ಉಪಾಧ್ಯಕ್ಷರು, ಜೆ.ಎಸ್.ಡಬ್ಲ್ಯೂ ಸ್ಟೀಲ್ ಸಹ ಉಪಸ್ಥಿತರಿದ್ದರು.	[556, 680, 740, 813]
kicker: ಮಾಜಿ ಶಾಸಕ ದಿ||ಎನ್ ಟಿ ಬೊಮ್ಮಣ್ಣನವರ ಸ್ಮರಣಾರ್ಥ ಉಚಿತ ಆರೋಗ್ಯ ತಪಾಸಣಾ ಶಿಬಿರ	[446, 42, 850, 58]
body-col-2: ತಮ್ಮ ಹೋರಾಟದ ಮೂಲಕ ಮಾಡಿದ್ದಾರೆ. ಮತ್ತು ವಿವಿಧ ಕ್ಷೇತ್ರದಲ್ಲಿ ಸಾಧನೆ ಮಾಡಿದವರನ್ನು ಗುರುತಿಸಿ ಸಾಮಾಜಿಕ, ಧಾರ್ಮಿಕ, ರಾಜಕೀಯ ಕ್ಷೇತ್ರಗಳಲ್ಲಿ ಆಯ್ಕೆ ಕಾರ್ಯಕ್ರಮಗಳಲ್ಲಿ ಸೇವೆ ಸಲ್ಲಿಸಿದ ಇವರ ಸೇವೆಯನ್ನು ಗುರುತಿಸಿ, ರಾಜ್ಯಮಟ್ಟದ ಅಹಿಂದ ರತ್ನ ಪ್ರಶಸ್ತಿಗೆ ಆಯ್ಕೆ ಮಾಡಲಾಗಿದೆ ಎಂದು ಸಂಘಟನೆಯ ವತಿಯಿಂದ ತಿಳಿಸಲಾಗಿದೆ. ಇವರ ಸೇವೆಗೆ ಜಿಲ್ಲಾ ಅಹಿಂದ ಸಂಘಟನೆಯವರು ಅಭಿನಂದನೆ ಸಲ್ಲಿಸಿದ್ದಾರೆ.	[226, 1056, 348, 1189]
body-col-1: ಬಳ್ಳಾರಿ: ವೀರಶೈವ ವಿದ್ಯಾವರ್ಧಕ ಸಂಘದ ರಾಯ್ ಬಹದ್ದೂರ್ ವೈ. ಮಹಾಬಲೇಶ್ವರಪ್ಪ ತಾಂತ್ರಿಕ ಮಹಾವಿದ್ಯಾಲಯ (ಆರ್.ವೈ.ಎಂ.ಇ.ಸಿ) ಬಳ್ಳಾರಿ ಇಲ್ಲಿ ಪದವಿ ಪ್ರದಾನ ಸಮಾರಂಭ 2025 ಜುಲೈ 12 ರಂದು ಕಾಲೇಜಿನ ಸಭಾಂಗಣದಲ್ಲಿ ಜರುಗಿತು. ಮುಖ್ಯ ಅತಿಥಿಗಳಾಗಿ ಪ್ರೊ. ಸುರೇಶ್ ಹೆಚ್. ಜಂಗಮ್ ಶೆಟ್ಟಿ ಮಾತನಾಡುತ್ತಾ "ನಿಮ್ಮ ಕಠಿಣ ಪರಿಶ್ರಮ, ಸಮರ್ಪಣೆ ಮತ್ತು ಶ್ರೇಷ್ಠತೆಯ ಕಡೆಗಿನ ಬದ್ಧತೆಯ ಫಲವಾಗಿ ರೂಪಿತವಾಗಿದೆ. ನೀವು ನಿಮ್ಮ ಸಾಧನೆ ಎಂಜಿನಿಯರಿಂಗ್ ಕ್ಷೇತ್ರಕ್ಕೆ ಸಹಾಯವಾಗಿದೆ. ತಂತ್ರಜ್ಞಾನ ಕ್ಷೇತ್ರದಲ್ಲಿ ಹೊಸ ಹೊಸ ಸಮಸ್ಯೆಗಳನ್ನು ಸೃಷ್ಟಿಸಿದೆ, ಅದಕ್ಕೆ ಪರಿಹಾರ ಕಂಡುಕೊಳ್ಳುವಂತಹ ನಾವೀನ್ಯತೆಯನ್ನು ಬೆಳೆಸಿಕೊಳ್ಳಿ ಎಂದು ನುಡಿದರು. ಡಾ. ನಾರಾಯಣ ಪಿ ಮಾತನಾಡುತ್ತಾ, ತಾಂತ್ರಿಕ ಶಿಕ್ಷಣದ ಮಹತ್ವ ಮತ್ತು ಪದವಿ ಪಡೆದ ವಿದ್ಯಾರ್ಥಿಗಳ ಜವಾಬ್ದಾರಿಯ ಬಗ್ಗೆ ತಿಳಿಸಿದರು. ಈ ಸಂದರ್ಭದಲ್ಲಿ ಉಪಾಧ್ಯಕ್ಷ ಜಾನೇಕುಂಟೆ	[366, 565, 550, 734]
page-number: ಪುಟ-4	[892, 6, 931, 24]
article-ambedkar	[592, 1040, 938, 1466]
headline: ರಾವ್ ಬಹದ್ದೂರ್ ವೈ ಮಹಾಬಲೇಶ್ವರಪ್ಪ ತಾಂತ್ರಿಕ ಮಹಾವಿದ್ಯಾಲಯದ ಪದವಿ ಪ್ರದಾನ ಸಮಾರಂಭ	[416, 525, 880, 543]
body-col-1: ಬಳ್ಳಾರಿ: ಕೆಕ್ಕೆರಿಕೋಟೆ ಪೊಲೀಸ್ ಠಾಣಾ ವ್ಯಾಪ್ತಿಯ ಉಪ್ಪಾರ ಹೊಸಳ್ಳಿ ನಿವಾಸಿ ಕೇಶಣ್ಣ ಎಂಬುವ 50 ವರ್ಷದ ವ್ಯಕ್ತಿಯು ಜು.10 ರಂದು ಕಾಣೆಯಾಗಿರುವ ಕುರಿತು ಪ್ರಕರಣ ದಾಖಲಾಗಿದ್ದು, ಪತ್ತೆಗೆ ಸಹಕರಿಸಬೇಕು ಎಂದು ಸಬ್ ಇನ್ಸ್‌ಪೆಕ್ಟರ್ ಅವರು ಮನವಿ ಮಾಡಿದ್ದಾರೆ. ಚಹರೆ: ಎತ್ತರ 5.9 ಅಡಿ, ಕೋಲು ಮುಖ, ಕಪ್ಪು ಮೈಬಣ್ಣ, ಸಾಧಾರಣ ಮೈಕಟ್ಟು ಹೊಂದಿದ್ದು,	[282, 1315, 428, 1411]
